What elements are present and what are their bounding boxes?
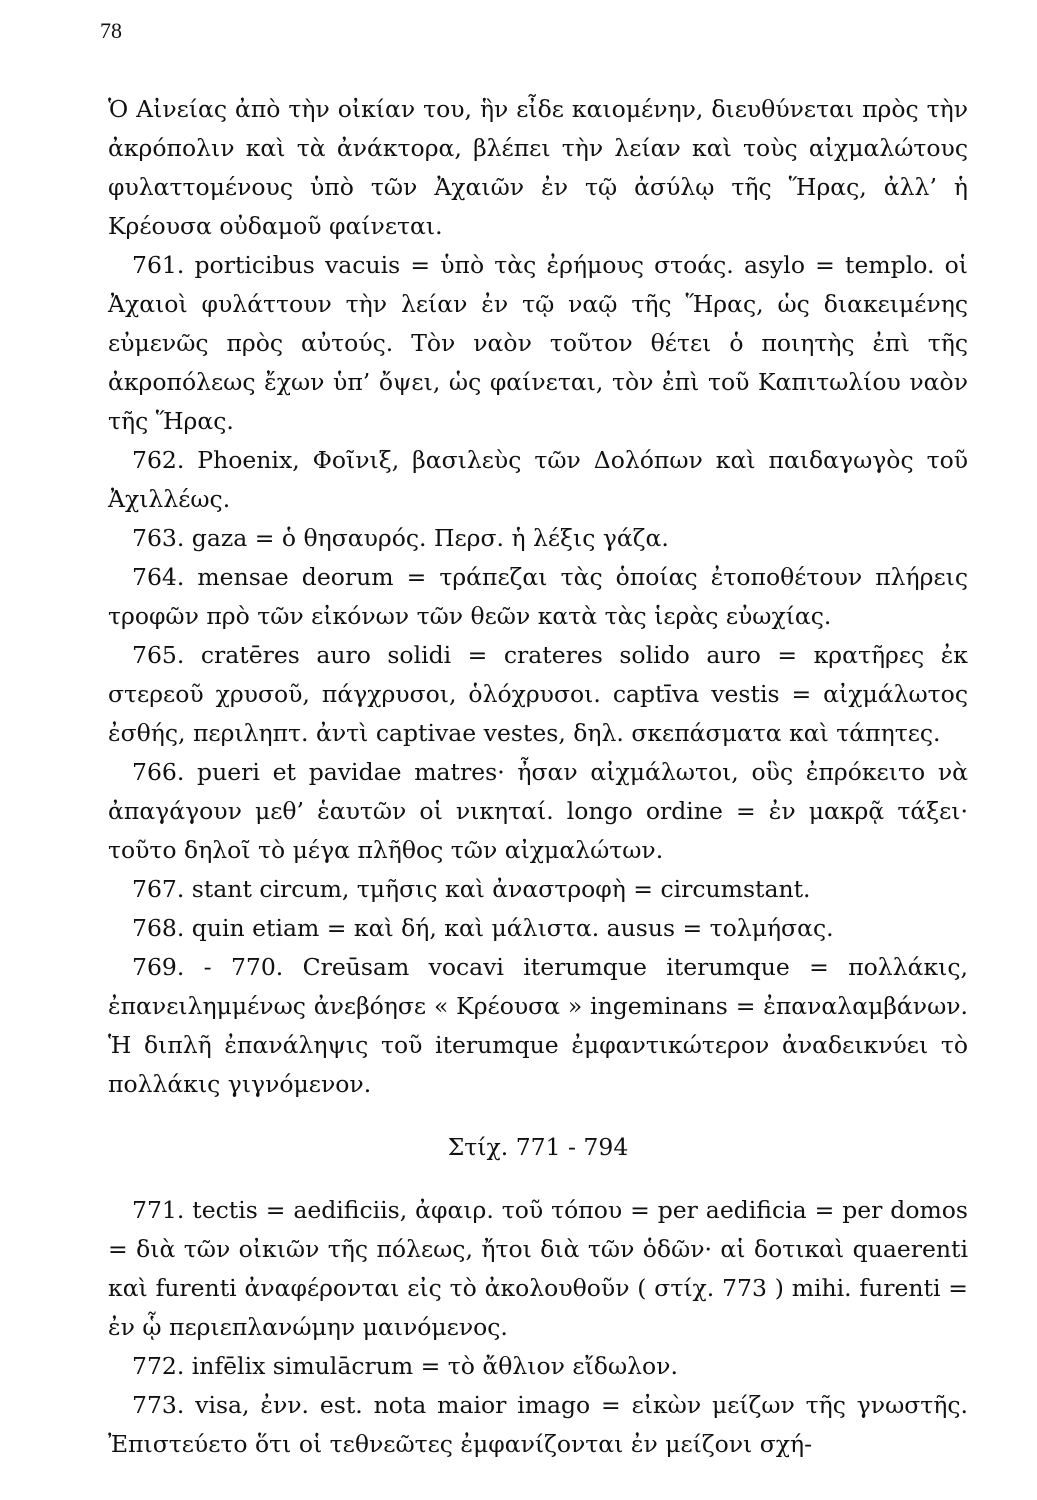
note-771: 771. tectis = aedificiis, ἀφαιρ. τοῦ τόπου = per aedificia = per domos = διὰ τῶν οἰκιῶν τῆς πόλεως, ἤτοι διὰ τῶν ὁδῶν· αἱ δοτικαὶ quaerenti καὶ furenti ἀναφέρονται εἰς τὸ ἀκολουθοῦν ( στίχ. 773 ) mihi. furenti = ἐν ᾧ περιεπλανώμην μαινόμενος.: [108, 1196, 968, 1341]
note-762: 762. Phoenix, Φοῖνιξ, βασιλεὺς τῶν Δολόπων καὶ παιδαγωγὸς τοῦ Ἀχιλλέως.: [108, 446, 968, 513]
note-765: 765. cratēres auro solidi = crateres solido auro = κρατῆρες ἐκ στερεοῦ χρυσοῦ, πάγχρυσοι, ὁλόχρυσοι. captīva vestis = αἰχμάλωτος ἐσθής, περιληπτ. ἀντὶ captivae vestes, δηλ. σκεπάσματα καὶ τάπητες.: [108, 641, 968, 747]
note-768: 768. quin etiam = καὶ δή, καὶ μάλιστα. ausus = τολμήσας.: [132, 914, 834, 942]
commentary-body: [108, 90, 968, 1464]
note-763: 763. gaza = ὁ θησαυρός. Περσ. ἡ λέξις γάζα.: [132, 524, 669, 552]
note-766: 766. pueri et pavidae matres· ἦσαν αἰχμάλωτοι, οὓς ἐπρόκειτο νὰ ἀπαγάγουν μεθ’ ἑαυτῶν οἱ νικηταί. longo ordine = ἐν μακρᾷ τάξει· τοῦτο δηλοῖ τὸ μέγα πλῆθος τῶν αἰχμαλώτων.: [108, 758, 968, 864]
section-heading: Στίχ. 771 - 794: [447, 1133, 629, 1161]
page-number: 78: [100, 18, 122, 43]
note-764: 764. mensae deorum = τράπεζαι τὰς ὁποίας ἐτοποθέτουν πλήρεις τροφῶν πρὸ τῶν εἰκόνων τῶν θεῶν κατὰ τὰς ἱερὰς εὐωχίας.: [108, 563, 968, 630]
intro-paragraph: Ὁ Αἰνείας ἀπὸ τὴν οἰκίαν του, ἣν εἶδε καιομένην, διευθύνεται πρὸς τὴν ἀκρόπολιν καὶ τὰ ἀνάκτορα, βλέπει τὴν λείαν καὶ τοὺς αἰχμαλώτους φυλαττομένους ὑπὸ τῶν Ἀχαιῶν ἐν τῷ ἀσύλῳ τῆς Ἥρας, ἀλλ’ ἡ Κρέουσα οὐδαμοῦ φαίνεται.: [108, 95, 968, 240]
note-772: 772. infēlix simulācrum = τὸ ἄθλιον εἴδωλον.: [132, 1352, 678, 1380]
note-769-770: 769. - 770. Creūsam vocavi iterumque iterumque = πολλάκις, ἐπανειλημμένως ἀνεβόησε « Κρέουσα » ingeminans = ἐπαναλαμβάνων. Ἡ διπλῆ ἐπανάληψις τοῦ iterumque ἐμφαντικώτερον ἀναδεικνύει τὸ πολλάκις γιγνόμενον.: [108, 953, 968, 1098]
note-767: 767. stant circum, τμῆσις καὶ ἀναστροφὴ = circumstant.: [132, 875, 811, 903]
note-761: 761. porticibus vacuis = ὑπὸ τὰς ἐρήμους στοάς. asylo = templo. οἱ Ἀχαιοὶ φυλάττουν τὴν λείαν ἐν τῷ ναῷ τῆς Ἥρας, ὡς διακειμένης εὐμενῶς πρὸς αὐτούς. Τὸν ναὸν τοῦτον θέτει ὁ ποιητὴς ἐπὶ τῆς ἀκροπόλεως ἔχων ὑπ’ ὄψει, ὡς φαίνεται, τὸν ἐπὶ τοῦ Καπιτωλίου ναὸν τῆς Ἥρας.: [108, 251, 968, 435]
note-773: 773. visa, ἐνν. est. nota maior imago = εἰκὼν μείζων τῆς γνωστῆς. Ἐπιστεύετο ὅτι οἱ τεθνεῶτες ἐμφανίζονται ἐν μείζονι σχή-: [108, 1391, 968, 1458]
